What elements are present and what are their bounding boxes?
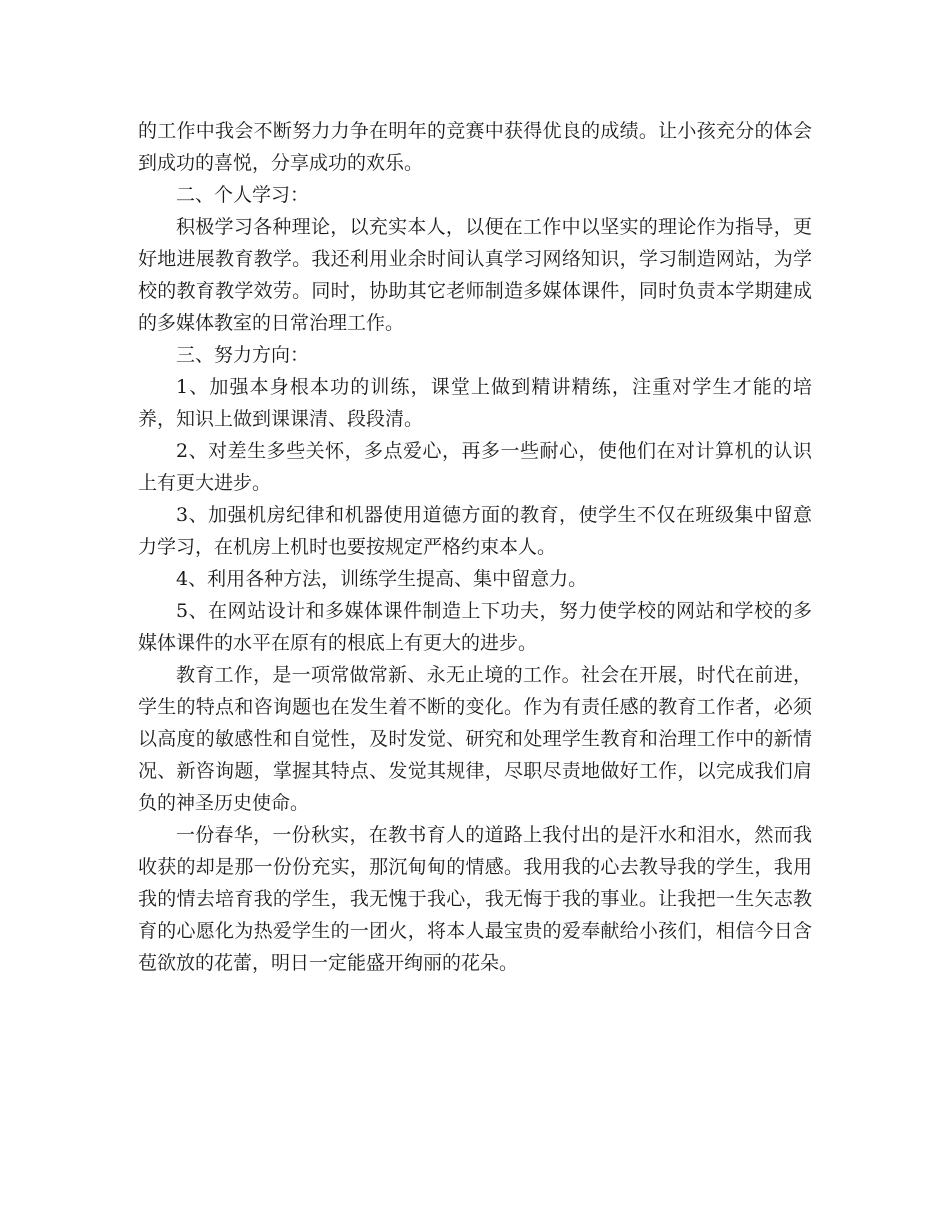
list-item-1: 1、加强本身根本功的训练，课堂上做到精讲精练，注重对学生才能的培养，知识上做到课课清、段段清。 — [138, 376, 812, 430]
paragraph-continuation: 的工作中我会不断努力力争在明年的竞赛中获得优良的成绩。让小孩充分的体会到成功的喜悦，分享成功的欢乐。 — [138, 120, 812, 174]
paragraph-closing: 一份春华，一份秋实，在教书育人的道路上我付出的是汗水和泪水，然而我收获的却是那一份份充实，那沉甸甸的情感。我用我的心去教导我的学生，我用我的情去培育我的学生，我无愧于我心，我无悔于我的事业。让我把一生矢志教育的心愿化为热爱学生的一团火，将本人最宝贵的爱奉献给小孩们，相信今日含苞欲放的花蕾，明日一定能盛开绚丽的花朵。 — [138, 824, 812, 974]
heading-personal-study: 二、个人学习： — [176, 184, 310, 206]
heading-effort-direction: 三、努力方向： — [176, 344, 310, 366]
document-body — [138, 115, 812, 979]
list-item-5: 5、在网站设计和多媒体课件制造上下功夫，努力使学校的网站和学校的多媒体课件的水平在原有的根底上有更大的进步。 — [138, 600, 812, 654]
paragraph-education-work: 教育工作，是一项常做常新、永无止境的工作。社会在开展，时代在前进，学生的特点和咨询题也在发生着不断的变化。作为有责任感的教育工作者，必须以高度的敏感性和自觉性，及时发觉、研究和处理学生教育和治理工作中的新情况、新咨询题，掌握其特点、发觉其规律，尽职尽责地做好工作，以完成我们肩负的神圣历史使命。 — [138, 664, 812, 814]
list-item-2: 2、对差生多些关怀，多点爱心，再多一些耐心，使他们在对计算机的认识上有更大进步。 — [138, 440, 812, 494]
paragraph-personal-study: 积极学习各种理论，以充实本人，以便在工作中以坚实的理论作为指导，更好地进展教育教学。我还利用业余时间认真学习网络知识，学习制造网站，为学校的教育教学效劳。同时，协助其它老师制造多媒体课件，同时负责本学期建成的多媒体教室的日常治理工作。 — [138, 216, 812, 334]
list-item-4: 4、利用各种方法，训练学生提高、集中留意力。 — [176, 568, 588, 590]
list-item-3: 3、加强机房纪律和机器使用道德方面的教育，使学生不仅在班级集中留意力学习，在机房上机时也要按规定严格约束本人。 — [138, 504, 812, 558]
